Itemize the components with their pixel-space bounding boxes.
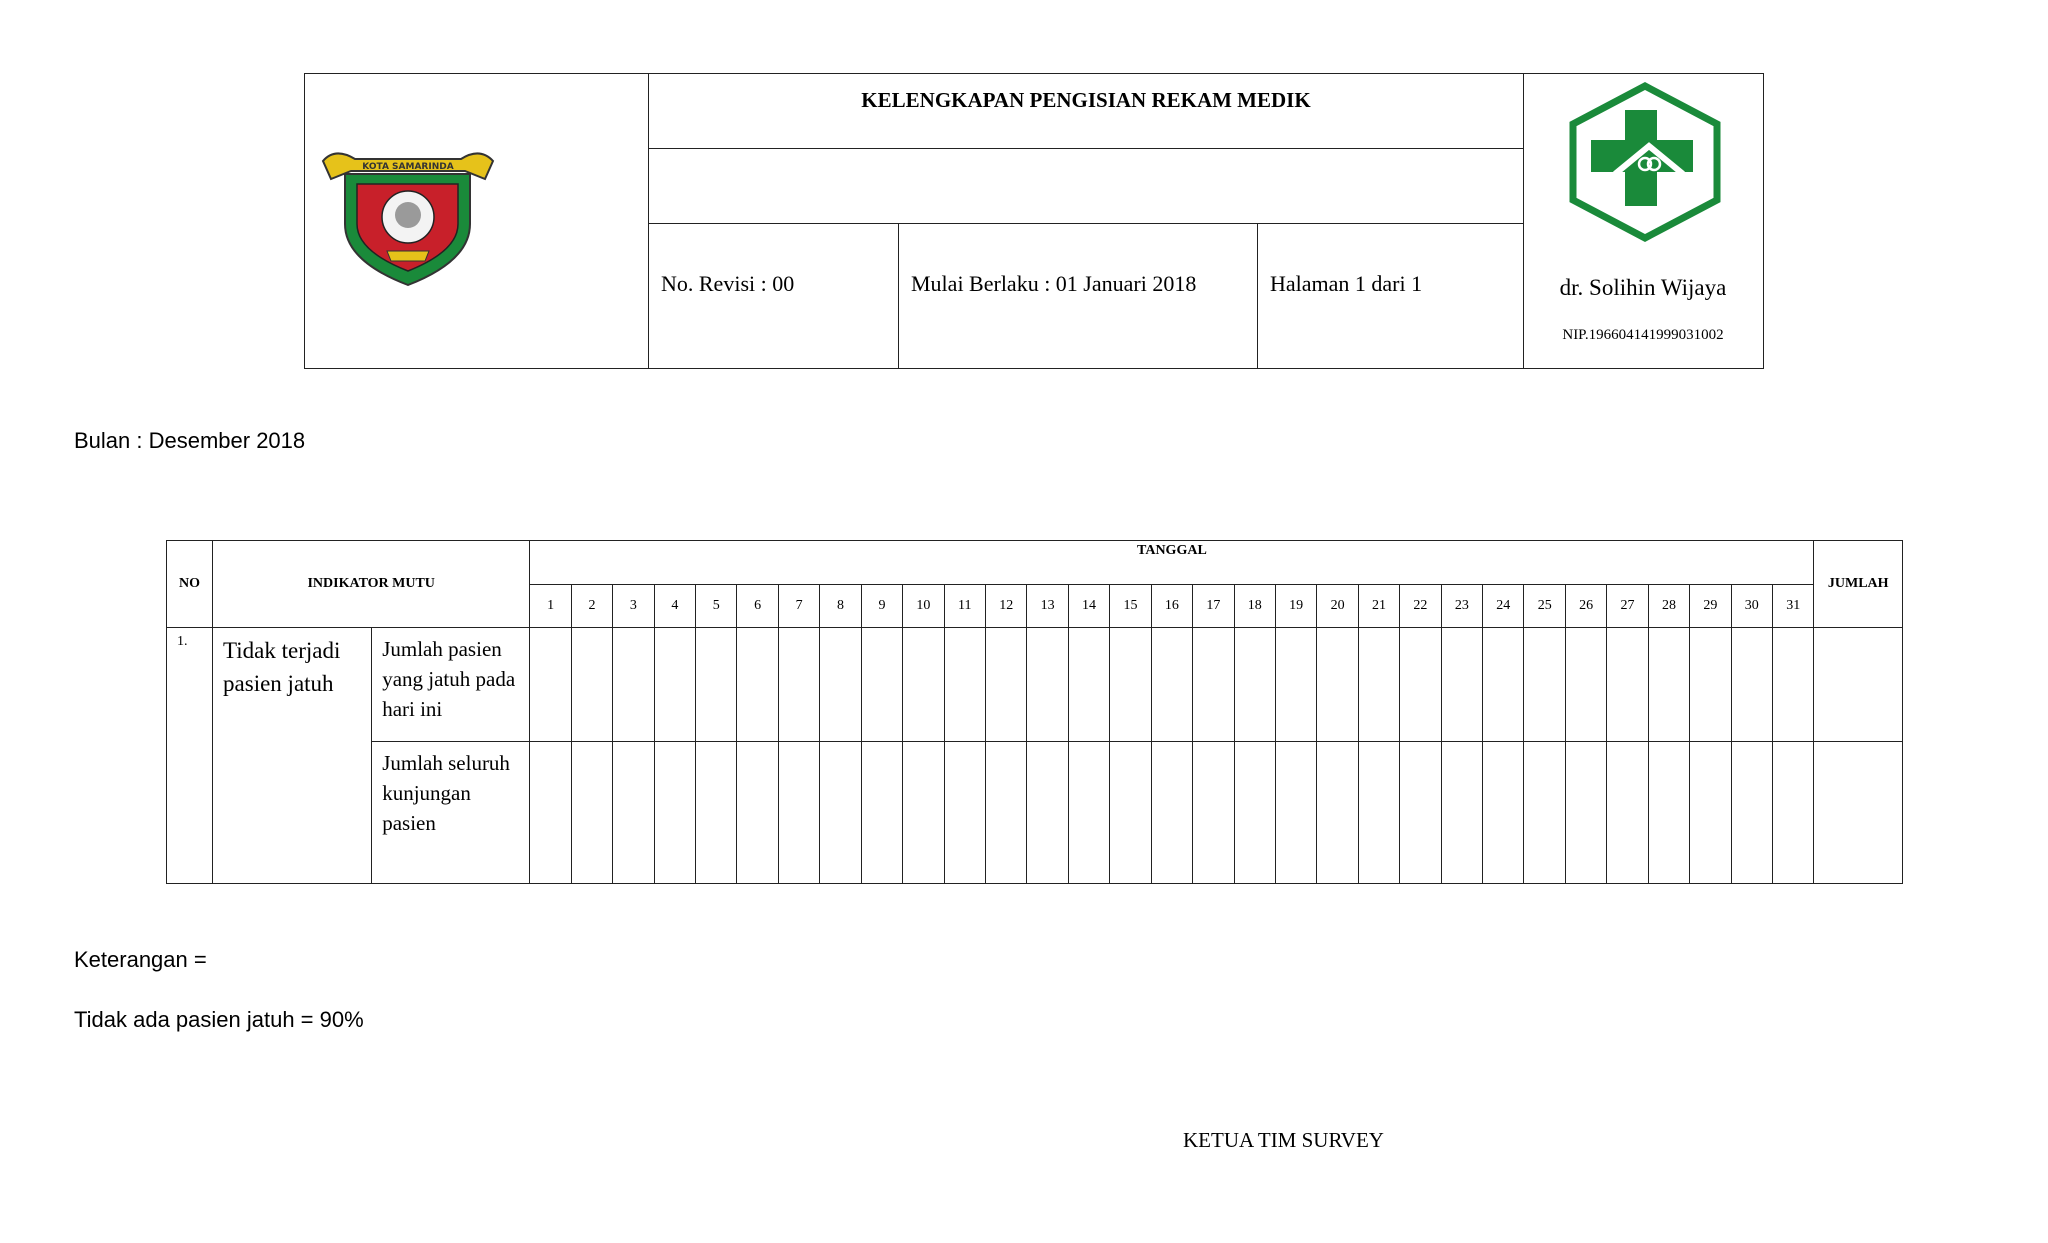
column-header-date: TANGGAL	[530, 541, 1814, 585]
day-column-13: 13	[1027, 585, 1068, 628]
day-column-3: 3	[613, 585, 654, 628]
numerator-cell-day-12[interactable]	[986, 628, 1027, 741]
doctor-name: dr. Solihin Wijaya	[1559, 275, 1727, 300]
day-column-7: 7	[778, 585, 819, 628]
day-column-29: 29	[1690, 585, 1731, 628]
denominator-cell-day-21[interactable]	[1358, 741, 1399, 883]
numerator-cell-day-21[interactable]	[1358, 628, 1399, 741]
denominator-cell-day-20[interactable]	[1317, 741, 1358, 883]
day-column-27: 27	[1607, 585, 1648, 628]
day-column-17: 17	[1193, 585, 1234, 628]
denominator-label: Jumlah seluruh kunjungan pasien	[372, 741, 530, 883]
denominator-cell-day-7[interactable]	[778, 741, 819, 883]
numerator-cell-day-4[interactable]	[654, 628, 695, 741]
numerator-cell-day-14[interactable]	[1068, 628, 1109, 741]
numerator-cell-day-5[interactable]	[696, 628, 737, 741]
numerator-cell-day-25[interactable]	[1524, 628, 1565, 741]
doctor-nip: NIP.196604141999031002	[1562, 327, 1724, 343]
day-column-18: 18	[1234, 585, 1275, 628]
denominator-cell-day-25[interactable]	[1524, 741, 1565, 883]
revision-number: No. Revisi : 00	[661, 271, 795, 296]
day-column-6: 6	[737, 585, 778, 628]
denominator-total-cell[interactable]	[1814, 741, 1903, 883]
numerator-cell-day-10[interactable]	[903, 628, 944, 741]
numerator-cell-day-9[interactable]	[861, 628, 902, 741]
denominator-cell-day-27[interactable]	[1607, 741, 1648, 883]
day-column-11: 11	[944, 585, 985, 628]
day-column-16: 16	[1151, 585, 1192, 628]
row-number: 1.	[167, 628, 213, 884]
day-column-26: 26	[1565, 585, 1606, 628]
denominator-cell-day-30[interactable]	[1731, 741, 1772, 883]
document-header	[304, 73, 1764, 369]
numerator-cell-day-6[interactable]	[737, 628, 778, 741]
numerator-total-cell[interactable]	[1814, 628, 1903, 741]
denominator-cell-day-9[interactable]	[861, 741, 902, 883]
denominator-cell-day-13[interactable]	[1027, 741, 1068, 883]
denominator-cell-day-29[interactable]	[1690, 741, 1731, 883]
numerator-cell-day-1[interactable]	[530, 628, 571, 741]
numerator-cell-day-17[interactable]	[1193, 628, 1234, 741]
day-column-28: 28	[1648, 585, 1689, 628]
day-column-10: 10	[903, 585, 944, 628]
svg-text:KOTA SAMARINDA: KOTA SAMARINDA	[362, 162, 454, 172]
numerator-cell-day-24[interactable]	[1483, 628, 1524, 741]
day-column-12: 12	[986, 585, 1027, 628]
denominator-cell-day-23[interactable]	[1441, 741, 1482, 883]
denominator-cell-day-14[interactable]	[1068, 741, 1109, 883]
day-column-25: 25	[1524, 585, 1565, 628]
numerator-cell-day-28[interactable]	[1648, 628, 1689, 741]
numerator-label: Jumlah pasien yang jatuh pada hari ini	[372, 628, 530, 741]
page-number: Halaman 1 dari 1	[1270, 271, 1423, 296]
denominator-cell-day-17[interactable]	[1193, 741, 1234, 883]
denominator-cell-day-28[interactable]	[1648, 741, 1689, 883]
note-text: Tidak ada pasien jatuh = 90%	[74, 1007, 364, 1032]
day-column-2: 2	[571, 585, 612, 628]
numerator-cell-day-13[interactable]	[1027, 628, 1068, 741]
day-column-4: 4	[654, 585, 695, 628]
numerator-cell-day-29[interactable]	[1690, 628, 1731, 741]
denominator-cell-day-11[interactable]	[944, 741, 985, 883]
numerator-cell-day-20[interactable]	[1317, 628, 1358, 741]
denominator-cell-day-24[interactable]	[1483, 741, 1524, 883]
denominator-cell-day-1[interactable]	[530, 741, 571, 883]
day-column-14: 14	[1068, 585, 1109, 628]
column-header-total: JUMLAH	[1814, 541, 1903, 628]
health-center-logo	[1545, 82, 1745, 242]
denominator-cell-day-2[interactable]	[571, 741, 612, 883]
numerator-cell-day-2[interactable]	[571, 628, 612, 741]
denominator-cell-day-15[interactable]	[1110, 741, 1151, 883]
day-column-31: 31	[1773, 585, 1814, 628]
numerator-cell-day-7[interactable]	[778, 628, 819, 741]
day-column-1: 1	[530, 585, 571, 628]
effective-date: Mulai Berlaku : 01 Januari 2018	[911, 271, 1197, 296]
denominator-cell-day-3[interactable]	[613, 741, 654, 883]
denominator-cell-day-22[interactable]	[1400, 741, 1441, 883]
day-column-30: 30	[1731, 585, 1772, 628]
day-column-21: 21	[1358, 585, 1399, 628]
numerator-cell-day-31[interactable]	[1773, 628, 1814, 741]
day-column-20: 20	[1317, 585, 1358, 628]
denominator-cell-day-8[interactable]	[820, 741, 861, 883]
denominator-cell-day-19[interactable]	[1275, 741, 1316, 883]
denominator-cell-day-4[interactable]	[654, 741, 695, 883]
column-header-indicator: INDIKATOR MUTU	[213, 541, 530, 628]
numerator-cell-day-11[interactable]	[944, 628, 985, 741]
numerator-cell-day-8[interactable]	[820, 628, 861, 741]
numerator-cell-day-15[interactable]	[1110, 628, 1151, 741]
numerator-cell-day-19[interactable]	[1275, 628, 1316, 741]
numerator-cell-day-22[interactable]	[1400, 628, 1441, 741]
day-column-9: 9	[861, 585, 902, 628]
form-title: KELENGKAPAN PENGISIAN REKAM MEDIK	[861, 88, 1311, 112]
signature-title: KETUA TIM SURVEY	[1183, 1128, 1384, 1152]
day-column-24: 24	[1483, 585, 1524, 628]
numerator-cell-day-26[interactable]	[1565, 628, 1606, 741]
column-header-no: NO	[167, 541, 213, 628]
day-column-23: 23	[1441, 585, 1482, 628]
numerator-cell-day-18[interactable]	[1234, 628, 1275, 741]
denominator-cell-day-26[interactable]	[1565, 741, 1606, 883]
numerator-cell-day-27[interactable]	[1607, 628, 1648, 741]
denominator-cell-day-31[interactable]	[1773, 741, 1814, 883]
indicator-name: Tidak terjadi pasien jatuh	[213, 628, 372, 884]
indicator-table	[166, 540, 1903, 884]
denominator-cell-day-10[interactable]	[903, 741, 944, 883]
numerator-cell-day-30[interactable]	[1731, 628, 1772, 741]
denominator-cell-day-6[interactable]	[737, 741, 778, 883]
day-column-5: 5	[696, 585, 737, 628]
note-label: Keterangan =	[74, 947, 207, 972]
day-column-8: 8	[820, 585, 861, 628]
numerator-cell-day-3[interactable]	[613, 628, 654, 741]
day-column-22: 22	[1400, 585, 1441, 628]
denominator-cell-day-18[interactable]	[1234, 741, 1275, 883]
month-label: Bulan : Desember 2018	[74, 428, 306, 453]
numerator-cell-day-23[interactable]	[1441, 628, 1482, 741]
numerator-cell-day-16[interactable]	[1151, 628, 1192, 741]
day-column-15: 15	[1110, 585, 1151, 628]
day-column-19: 19	[1275, 585, 1316, 628]
denominator-cell-day-16[interactable]	[1151, 741, 1192, 883]
city-emblem-logo	[315, 139, 500, 289]
denominator-cell-day-5[interactable]	[696, 741, 737, 883]
denominator-cell-day-12[interactable]	[986, 741, 1027, 883]
